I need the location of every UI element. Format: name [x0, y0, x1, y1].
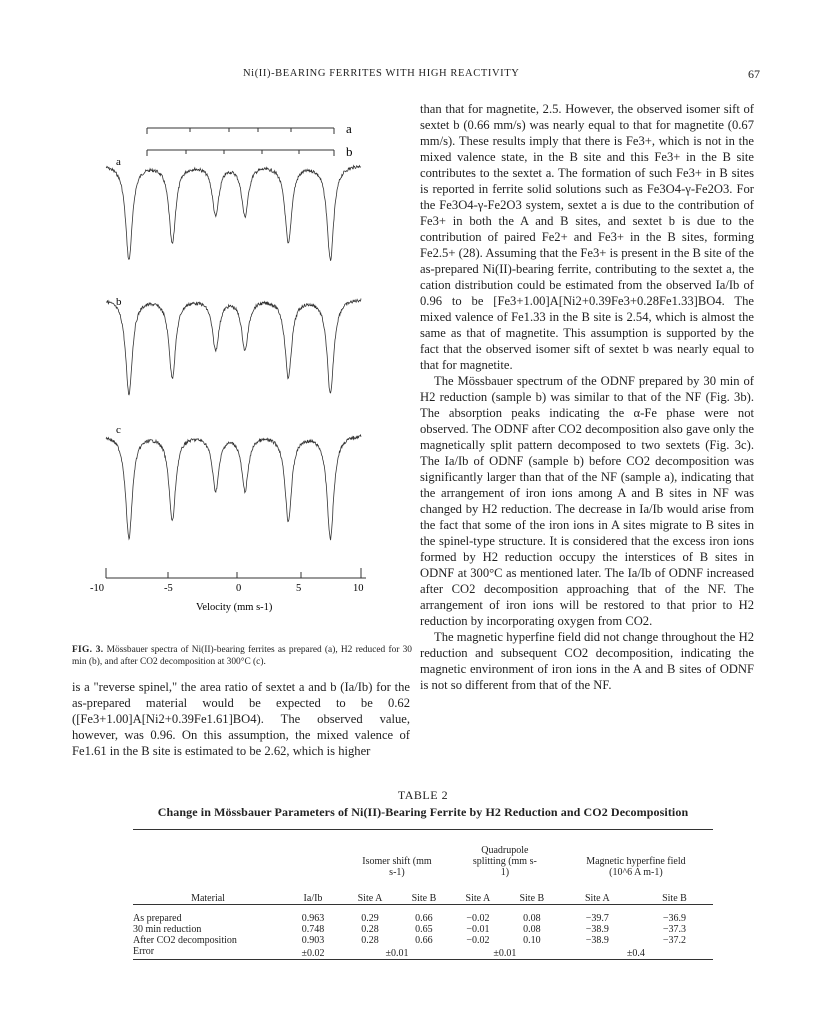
- table-cell: 0.66: [415, 935, 433, 946]
- left-text-column: [72, 679, 410, 759]
- table-number: TABLE 2: [397, 788, 449, 802]
- spectra-traces: [106, 166, 361, 540]
- mossbauer-parameters-table: [133, 829, 713, 960]
- table-cell: 0.08: [523, 913, 541, 924]
- x-tick-label: -10: [90, 583, 104, 594]
- paragraph: The magnetic hyperfine field did not change throughout the H2 reduction and subsequent CO2 decomposition, indicating the magnetic environment of iron ions in the A and B sites of ODNF is not so different from that of the NF.: [420, 630, 754, 692]
- table-cell: −38.9: [585, 924, 609, 935]
- figure-caption-label: FIG. 3.: [72, 645, 104, 655]
- table-cell: 0.963: [301, 913, 325, 924]
- column-header: Site B: [519, 893, 545, 904]
- table-cell: −0.01: [466, 924, 490, 935]
- bar-label-b: b: [346, 144, 353, 159]
- panel-label-b: b: [116, 296, 122, 308]
- column-header-row: [133, 882, 713, 905]
- table-cell: 30 min reduction: [133, 924, 202, 935]
- table-row: [133, 905, 713, 925]
- bar-label-a: a: [346, 121, 352, 136]
- table-cell: 0.29: [361, 913, 379, 924]
- running-title: Ni(II)-BEARING FERRITES WITH HIGH REACTIVITY: [243, 68, 520, 79]
- sextet-a-bar: [147, 128, 334, 134]
- table-cell: As prepared: [133, 913, 182, 924]
- table-cell: −37.2: [662, 935, 687, 946]
- table-cell: ±0.01: [493, 948, 517, 959]
- error-row: [133, 946, 713, 960]
- table-cell: 0.10: [523, 935, 541, 946]
- group-header-row: [133, 830, 713, 883]
- group-header: Magnetic hyperfine field (10^6 A m-1): [586, 856, 686, 878]
- column-header: Site A: [584, 893, 610, 904]
- table-title: Change in Mössbauer Parameters of Ni(II)-Bearing Ferrite by H2 Reduction and CO2 Decomposition: [157, 805, 689, 819]
- table-cell: −0.02: [466, 913, 490, 924]
- table-cell: Error: [133, 946, 155, 957]
- running-header: [0, 68, 828, 82]
- column-header: Site B: [662, 893, 687, 904]
- table-cell: −37.3: [662, 924, 687, 935]
- column-header: Site A: [357, 893, 383, 904]
- table-row: [133, 924, 713, 935]
- x-axis: [106, 568, 366, 578]
- paragraph: The Mössbauer spectrum of the ODNF prepared by 30 min of H2 reduction (sample b) was similar to that of the NF (Fig. 3b). The absorption peaks indicating the α-Fe phase were not observed. The ODNF after CO2 decomposition also gave only the magnetically split pattern decomposed to two sextets (Fig. 3c). The Ia/Ib of ODNF (sample b) before CO2 decomposition was significantly larger than that of the NF (sample a), indicating that the arrangement of iron ions among A and B sites in NF was changed by H2 reduction. The decrease in Ia/Ib would arise from the fact that some of the iron ions in A sites migrate to B sites in the spinel-type structure. It is considered that the excess iron ions formed by H2 reduction occupy the interstices of B sites in ODNF at 300°C as mentioned later. The Ia/Ib of ODNF increased after CO2 decomposition approaching that of the NF. The arrangement of iron ions will be restored to that prior to H2 reduction by incorporating oxygen from CO2.: [420, 374, 754, 628]
- x-tick-label: -5: [164, 583, 173, 594]
- column-header: Site A: [465, 893, 491, 904]
- sextet-b-bar: [147, 150, 334, 156]
- page-number: 67: [748, 67, 760, 81]
- group-header: Isomer shift (mm s-1): [362, 856, 432, 878]
- paragraph: is a "reverse spinel," the area ratio of sextet a and b (Ia/Ib) for the as-prepared material would be expected to be 0.62 ([Fe3+1.00]A[Ni2+0.39Fe1.61]BO4). The observed value, however, was 0.96. On this assumption, the mixed valence of Fe1.61 in the B site is estimated to be 2.62, which is higher: [72, 680, 410, 758]
- table-2: [133, 788, 713, 960]
- column-header: Site B: [411, 893, 437, 904]
- table-cell: ±0.4: [626, 948, 645, 959]
- spectrum-trace: [106, 299, 361, 395]
- table-cell: −0.02: [466, 935, 490, 946]
- table-cell: 0.748: [301, 924, 325, 935]
- table-cell: ±0.02: [301, 948, 325, 959]
- table-cell: 0.65: [415, 924, 433, 935]
- table-cell: 0.28: [361, 935, 379, 946]
- spectrum-trace: [106, 166, 361, 261]
- table-cell: 0.08: [523, 924, 541, 935]
- column-header: Material: [191, 893, 225, 904]
- group-header: Quadrupole splitting (mm s-1): [472, 845, 537, 878]
- table-cell: −39.7: [585, 913, 609, 924]
- table-cell: −36.9: [662, 913, 687, 924]
- x-tick-label: 5: [296, 583, 302, 594]
- table-cell: −38.9: [585, 935, 609, 946]
- sextet-bars: [147, 128, 334, 156]
- table-cell: After CO2 decomposition: [133, 935, 237, 946]
- table-cell: 0.903: [301, 935, 325, 946]
- panel-label-c: c: [116, 424, 121, 436]
- table-cell: 0.66: [415, 913, 433, 924]
- right-text-column: [420, 101, 754, 693]
- x-tick-label: 0: [236, 583, 242, 594]
- x-axis-label: Velocity (mm s-1): [196, 602, 273, 613]
- column-header: Ia/Ib: [303, 893, 323, 904]
- table-cell: ±0.01: [385, 948, 409, 959]
- mossbauer-figure: [90, 104, 406, 624]
- x-tick-label: 10: [353, 583, 364, 594]
- table-cell: 0.28: [361, 924, 379, 935]
- figure-caption: [72, 644, 412, 668]
- table-row: [133, 935, 713, 946]
- spectrum-trace: [106, 435, 361, 540]
- figure-caption-text: Mössbauer spectra of Ni(II)-bearing ferrites as prepared (a), H2 reduced for 30 min (b), and after CO2 decomposition at 300°C (c).: [72, 645, 412, 667]
- spectra-plot: [90, 104, 406, 624]
- paragraph: than that for magnetite, 2.5. However, the observed isomer sift of sextet b (0.66 mm/s) was nearly equal to that for magnetite (0.67 mm/s). These results imply that there is Fe3+, which is not in the mixed valence state, in the B site and this Fe3+ in the B site contributes to the sextet a. The formation of such Fe3+ in B sites is reported in ferrite solid solutions such as Fe3O4-γ-Fe2O3. For the Fe3O4-γ-Fe2O3 system, sextet a is due to the contribution of Fe3+ in both the A and B sites, and sextet b is due to the contribution of paired Fe2+ and Fe3+ in the B sites, forming Fe2.5+ (28). Assuming that the Fe3+ is present in the B site of the as-prepared Ni(II)-bearing ferrite, contributing to the sextet a, the cation distribution could be estimated from the observed Ia/Ib of 0.96 to be [Fe3+1.00]A[Ni2+0.39Fe3+0.28Fe1.33]BO4. The mixed valence of Fe1.33 in the B site is 2.54, which is almost the same as that of magnetite. This assumption is supported by the fact that the observed isomer sift of sextet b was nearly equal to that for magnetite.: [420, 102, 754, 372]
- panel-label-a: a: [116, 156, 121, 168]
